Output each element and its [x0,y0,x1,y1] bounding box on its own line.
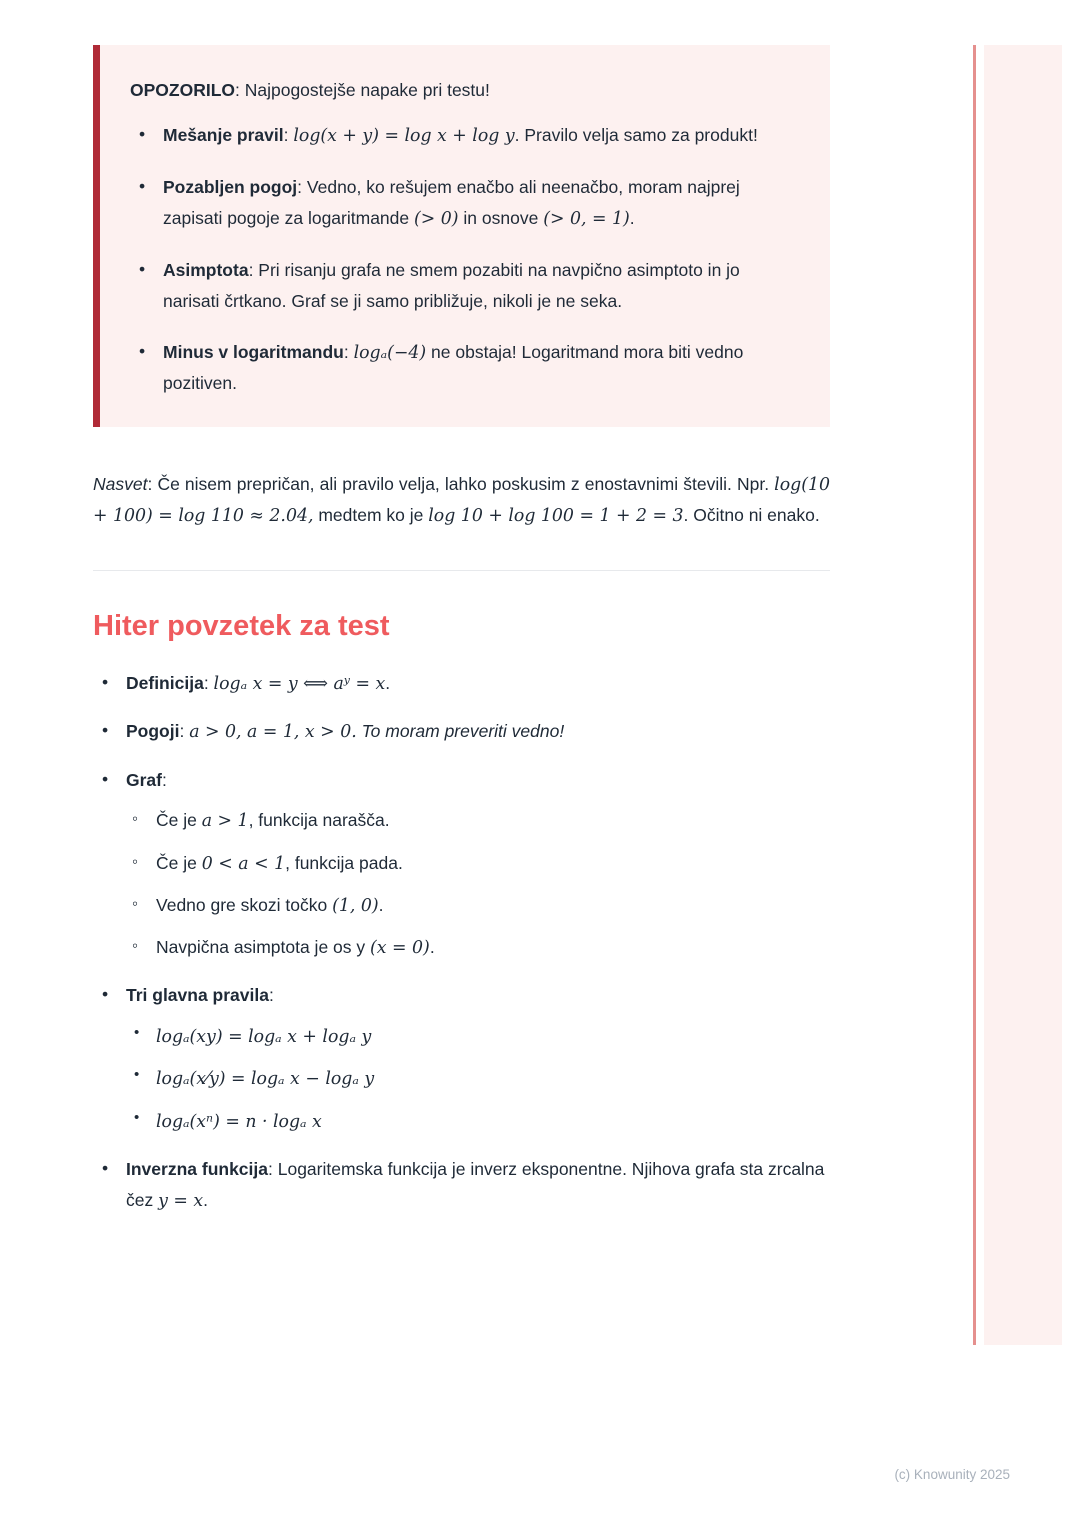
math-expression: logₐ(xⁿ) = n · logₐ x [156,1111,322,1132]
plain-text: . Pravilo velja samo za produkt! [514,124,758,145]
list-item [126,1021,830,1052]
list-item-text [126,721,564,741]
list-item-text [163,260,740,311]
list-item [93,668,830,699]
plain-text: : [161,769,167,790]
math-expression: logₐ x = y ⟺ aʸ = x [213,673,386,694]
warning-callout [93,45,830,427]
plain-text: . [378,894,384,915]
list-item [126,932,830,963]
math-expression: (x = 0) [370,938,430,959]
plain-text: : Vedno, ko rešujem enačbo ali neenačbo, moram najprej zapisati pogoje za logaritmande [163,176,740,228]
math-expression: 0 < a < 1 [201,853,286,874]
plain-text: ne obstaja! Logaritmand mora biti vedno pozitiven. [163,342,744,394]
list-item-text [156,1026,371,1046]
list-item [93,1154,830,1216]
list-item [130,172,794,234]
plain-text: medtem ko je [313,505,429,526]
math-expression: log 10 + log 100 = 1 + 2 = 3 [428,506,684,527]
warning-title [130,75,794,106]
list-item-text [126,770,167,790]
sub-list [126,1021,830,1137]
bold-text: Inverzna funkcija [126,1159,268,1179]
plain-text: : Pri risanju grafa ne smem pozabiti na navpično asimptoto in jo narisati črtkano. Graf se ji samo približuje, nikoli je ne seka. [163,259,740,311]
list-item-text [126,673,390,693]
list-item [126,848,830,879]
math-expression: log(x + y) = log x + log y [293,125,515,146]
list-item-text [163,125,758,145]
list-item-text [156,1111,322,1131]
plain-text: : [343,342,354,363]
list-item-text [126,1159,824,1210]
bold-text: Definicija [126,672,204,693]
list-item-text [163,342,743,393]
plain-text: Če je [156,852,202,873]
plain-text: , funkcija pada. [285,852,403,873]
plain-text: : [203,672,214,693]
page-content [93,45,830,1233]
page-edge-line [973,45,976,1345]
plain-text: . [429,937,435,958]
bold-text: Mešanje pravil [163,124,284,145]
plain-text: Navpična asimptota je os y [156,937,370,958]
plain-text: : Če nisem prepričan, ali pravilo velja, lahko poskusim z enostavnimi števili. Npr. [147,474,775,495]
list-item-text [156,937,435,957]
plain-text: : [283,124,294,145]
warning-list [130,120,794,399]
list-item [93,716,830,747]
list-item [93,765,830,964]
list-item [126,1106,830,1137]
math-expression: logₐ(−4) [353,343,427,364]
plain-text: . [203,1189,209,1210]
plain-text: . Očitno ni enako. [683,505,820,526]
page-edge-decoration [984,45,1062,1345]
italic-text: Nasvet [93,474,148,495]
tip-paragraph [93,469,830,532]
math-expression: (1, 0) [332,895,379,916]
plain-text: . [629,207,635,228]
list-item-text [156,1068,374,1088]
section-divider [93,570,830,571]
summary-list [93,668,830,1216]
plain-text: . [385,672,391,693]
bold-text: Pozabljen pogoj [163,176,298,197]
bold-text: OPOZORILO [130,80,235,100]
list-item [126,805,830,836]
bold-text: Minus v logaritmandu [163,342,344,363]
math-expression: log(10 + 100) = log 110 ≈ 2.04, [93,475,830,527]
list-item-text [156,810,390,830]
bold-text: Graf [126,769,162,790]
copyright-notice: (c) Knowunity 2025 [894,1467,1010,1482]
math-expression: a > 0, a = 1, x > 0. [189,722,357,743]
math-expression: (> 0, = 1) [543,208,630,229]
list-item [126,1063,830,1094]
warning-accent-bar [93,45,100,427]
list-item [130,337,794,399]
math-expression: logₐ(xy) = logₐ x + logₐ y [156,1027,372,1048]
bold-text: Tri glavna pravila [126,985,269,1006]
list-item-text [156,895,384,915]
bold-text: Asimptota [163,259,249,280]
list-item [130,255,794,316]
bold-text: Pogoji [126,721,180,742]
plain-text: : Najpogostejše napake pri testu! [235,80,490,100]
list-item-text [163,177,740,228]
list-item [126,890,830,921]
math-expression: y = x [158,1190,204,1211]
math-expression: a > 1 [201,811,249,832]
list-item-text [126,985,274,1005]
math-expression: logₐ(x⁄y) = logₐ x − logₐ y [156,1069,375,1090]
plain-text: Vedno gre skozi točko [156,894,333,915]
italic-text: To moram preveriti vedno! [356,721,565,742]
plain-text: : [268,985,274,1006]
list-item-text [156,853,403,873]
plain-text: : Logaritemska funkcija je inverz eksponentne. Njihova grafa sta zrcalna čez [126,1159,825,1210]
list-item [93,980,830,1137]
plain-text: : [179,721,190,742]
plain-text: Če je [156,810,202,831]
plain-text: , funkcija narašča. [248,810,390,831]
sub-list [126,805,830,963]
list-item [130,120,794,151]
plain-text: in osnove [458,207,544,228]
math-expression: (> 0) [414,208,459,229]
summary-heading: Hiter povzetek za test [93,609,390,642]
